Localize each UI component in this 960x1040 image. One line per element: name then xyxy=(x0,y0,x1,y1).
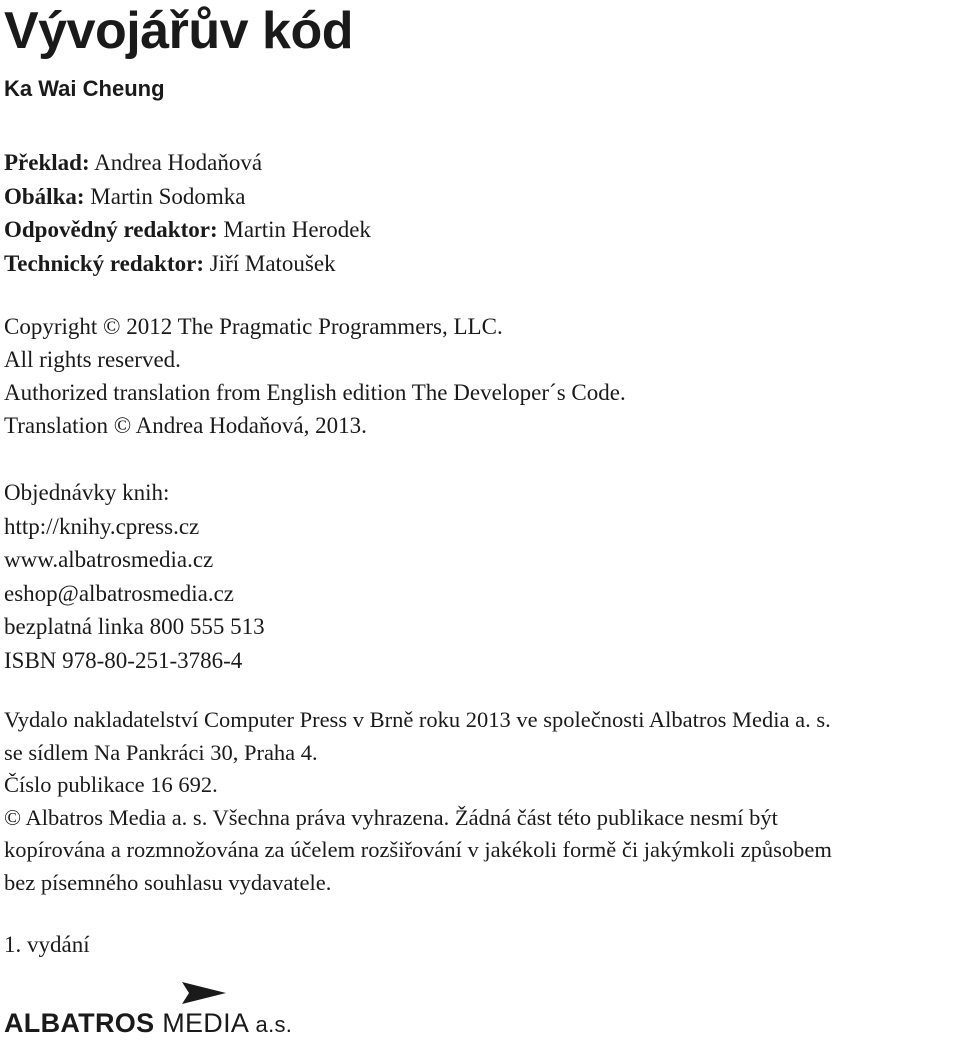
orders-block xyxy=(4,476,265,677)
copyright-block xyxy=(4,310,626,442)
credits-block xyxy=(4,146,371,280)
edition-label: 1. vydání xyxy=(4,932,90,957)
credit-label: Odpovědný redaktor: xyxy=(4,217,218,242)
credit-value: Martin Sodomka xyxy=(90,183,246,209)
credit-value: Martin Herodek xyxy=(223,217,371,242)
credit-line-editor xyxy=(4,213,371,247)
isbn: ISBN 978-80-251-3786-4 xyxy=(4,647,243,673)
publisher-line: se sídlem Na Pankráci 30, Praha 4. xyxy=(4,739,318,765)
publisher-line: Číslo publikace 16 692. xyxy=(4,772,218,797)
publisher-line: © Albatros Media a. s. Všechna práva vyhrazena. Žádná část této publikace nesmí být xyxy=(4,804,778,830)
credit-value: Andrea Hodaňová xyxy=(94,150,263,175)
publisher-line: kopírována a rozmnožována za účelem rozšiřování v jakékoli formě či jakýmkoli způsobem xyxy=(4,837,832,862)
copyright-line: Copyright © 2012 The Pragmatic Programmers, LLC. xyxy=(4,314,503,339)
publisher-line: Vydalo nakladatelství Computer Press v Brně roku 2013 ve společnosti Albatros Media a. s. xyxy=(4,707,831,732)
book-title: Vývojářův kód xyxy=(4,2,353,60)
orders-heading: Objednávky knih: xyxy=(4,480,170,505)
copyright-line: Translation © Andrea Hodaňová, 2013. xyxy=(4,413,367,438)
logo-wordmark xyxy=(4,1008,292,1040)
credit-label: Obálka: xyxy=(4,183,85,209)
credit-label: Technický redaktor: xyxy=(4,250,204,276)
logo-word-albatros: ALBATROS xyxy=(4,1008,155,1038)
orders-phone: bezplatná linka 800 555 513 xyxy=(4,614,265,639)
credit-line-translation xyxy=(4,146,371,180)
orders-link-web[interactable]: http://knihy.cpress.cz xyxy=(4,513,200,539)
credit-value: Jiří Matoušek xyxy=(209,250,336,276)
logo-word-as: a.s. xyxy=(255,1012,293,1037)
copyright-line: All rights reserved. xyxy=(4,347,181,372)
orders-email[interactable]: eshop@albatrosmedia.cz xyxy=(4,580,235,606)
credit-line-cover xyxy=(4,180,371,214)
credit-line-technical-editor xyxy=(4,247,371,281)
triangle-flag-icon xyxy=(182,982,226,1004)
publisher-block xyxy=(4,704,832,899)
credit-label: Překlad: xyxy=(4,150,90,175)
book-author: Ka Wai Cheung xyxy=(4,76,165,101)
publisher-line: bez písemného souhlasu vydavatele. xyxy=(4,869,332,895)
logo-word-media: MEDIA xyxy=(162,1008,248,1038)
publisher-logo xyxy=(2,978,342,1038)
orders-link-site[interactable]: www.albatrosmedia.cz xyxy=(4,547,214,572)
copyright-line: Authorized translation from English edition The Developer´s Code. xyxy=(4,380,626,405)
